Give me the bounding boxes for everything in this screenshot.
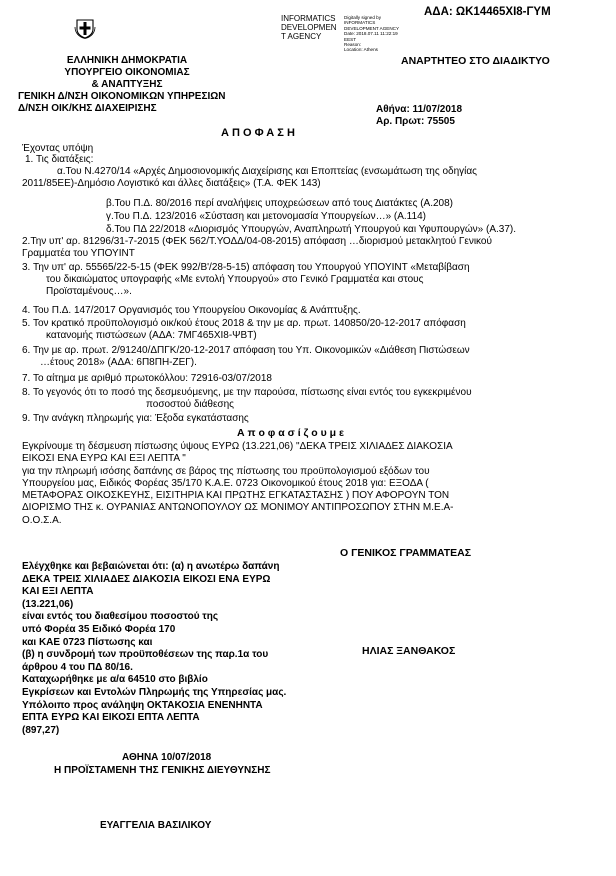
signatory-name: ΗΛΙΑΣ ΞΑΝΘΑΚΟΣ [362, 645, 456, 657]
issuing-department [18, 91, 225, 115]
authority-line: ΕΛΛΗΝΙΚΗ ΔΗΜΟΚΡΑΤΙΑ [66, 55, 188, 66]
verification-block: Ελέγχθηκε και βεβαιώνεται ότι: (α) η ανωτέρω δαπάνη ΔΕΚΑ ΤΡΕΙΣ ΧΙΛΙΑΔΕΣ ΔΙΑΚΟΣΙΑ ΕΙΚΟΣΙ ΕΝΑ ΕΥΡΩ ΚΑΙ ΕΞΙ ΛΕΠΤΑ (13.221,06) είναι εντός του διαθεσίμου ποσοστού της υπό Φορέα 35 Ειδικό Φορέα 170 και ΚΑΕ 0723 Πίστωσης και (β) η συνδρομή των προϋποθέσεων της παρ.1α του άρθρου 4 του ΠΔ 80/16. Καταχωρήθηκε με α/α 64510 στο βιβλίο Εγκρίσεων και Εντολών Πληρωμής της Υπηρεσίας μας. Υπόλοιπο προς ανάληψη ΟΚΤΑΚΟΣΙΑ ΕΝΕΝΗΝΤΑ ΕΠΤΑ ΕΥΡΩ ΚΑΙ ΕΙΚΟΣΙ ΕΠΤΑ ΛΕΠΤΑ (897,27) [22, 561, 287, 736]
authority-line: ΓΕΝΙΚΗ Δ/ΝΣΗ ΟΙΚΟΝΟΜΙΚΩΝ ΥΠΗΡΕΣΙΩΝ [18, 91, 226, 102]
signer-line: T AGENCY [281, 32, 322, 41]
item-6: 6. Την με αρ. πρωτ. 2/91240/ΔΠΓΚ/20-12-2017 απόφαση του Υπ. Οικονομικών «Διάθεση Πιστώσεων …έτους 2018» (ΑΔΑ: 6Π8ΠΗ-ΖΕΓ). [22, 345, 470, 368]
provision-d: δ.Του ΠΔ 22/2018 «Διορισμός Υπουργών, Αναπληρωτή Υπουργού και Υφυπουργών» (Α.37). [106, 224, 516, 235]
document-date: Αθήνα: 11/07/2018 [376, 104, 463, 115]
item-4: 4. Του Π.Δ. 147/2017 Οργανισμός του Υπουργείου Οικονομίας & Ανάπτυξης. [22, 305, 361, 316]
item-2: 2.Την υπ' αρ. 81296/31-7-2015 (ΦΕΚ 562/Τ.ΥΟΔΔ/04-08-2015) απόφαση …διορισμού μετακλητού Γενικού Γραμματέα του ΥΠΟΥΙΝΤ [22, 236, 492, 259]
decide-heading: Α π ο φ α σ ί ζ ο υ μ ε [237, 427, 344, 439]
signer-line: DEVELOPMEN [281, 23, 337, 32]
coat-of-arms-icon [74, 17, 96, 39]
authority-line: ΥΠΟΥΡΓΕΙΟ ΟΙΚΟΝΟΜΙΑΣ [64, 67, 190, 78]
ada-code: ΑΔΑ: ΩΚ14465ΧΙ8-ΓΥΜ [424, 6, 551, 18]
authority-line: & ΑΝΑΠΤΥΞΗΣ [91, 79, 163, 90]
provision-c: γ.Του Π.Δ. 123/2016 «Σύσταση και μετονομασία Υπουργείων…» (Α.114) [106, 211, 426, 222]
item-9: 9. Την ανάγκη πληρωμής για: Έξοδα εγκατάστασης [22, 413, 249, 424]
director-title: Η ΠΡΟΪΣΤΑΜΕΝΗ ΤΗΣ ΓΕΝΙΚΗΣ ΔΙΕΥΘΥΝΣΗΣ [54, 765, 271, 776]
provision-b: β.Του Π.Δ. 80/2016 περί αναλήψεις υποχρεώσεων από τους Διατάκτες (Α.208) [106, 198, 454, 209]
place-date: ΑΘΗΝΑ 10/07/2018 [122, 752, 212, 763]
item-7: 7. Το αίτημα με αριθμό πρωτοκόλλου: 72916-03/07/2018 [22, 373, 272, 384]
item-8: 8. Το γεγονός ότι το ποσό της δεσμευόμενης, με την παρούσα, πίστωσης είναι εντός του εγκεκριμένου ποσοστού διάθεσης [22, 387, 472, 410]
authority-line: Δ/ΝΣΗ ΟΙΚ/ΚΗΣ ΔΙΑΧΕΙΡΙΣΗΣ [18, 103, 157, 114]
item-5: 5. Τον κρατικό προϋπολογισμό οικ/κού έτους 2018 & την με αρ. πρωτ. 140850/20-12-2017 απόφαση κατανομής πιστώσεων (ΑΔΑ: 7ΜΓ465ΧΙ8-ΨΒΤ) [22, 318, 466, 341]
director-name: ΕΥΑΓΓΕΛΙΑ ΒΑΣΙΛΙΚΟΥ [100, 820, 212, 831]
digital-signer [281, 14, 337, 41]
digital-signature-info: Digitally signed by INFORMATICS DEVELOPMENT AGENCY Date: 2018.07.11 11:22:19 EEST Reason: Location: Athens [344, 15, 400, 53]
item-3: 3. Την υπ' αρ. 55565/22-5-15 (ΦΕΚ 992/Β'/28-5-15) απόφαση του Υπουργού ΥΠΟΥΙΝΤ «Μεταβίβαση του δικαιώματος υπογραφής «Με εντολή Υπουργού» στο Γενικό Γραμματέα και στους Προϊσταμένους…». [22, 262, 470, 297]
provisions-heading: 1. Τις διατάξεις: [25, 154, 94, 165]
signatory-title: Ο ΓΕΝΙΚΟΣ ΓΡΑΜΜΑΤΕΑΣ [340, 547, 472, 559]
provision-a: α.Του Ν.4270/14 «Αρχές Δημοσιονομικής Διαχείρισης και Εποπτείας (ενσωμάτωση της οδηγίας 2011/85ΕΕ)-Δημόσιο Λογιστικό και άλλες διατάξεις» (Τ.Α. ΦΕΚ 143) [22, 166, 477, 189]
issuing-authority [18, 55, 236, 91]
decision-text: Εγκρίνουμε τη δέσμευση πίστωσης ύψους ΕΥΡΩ (13.221,06) "ΔΕΚΑ ΤΡΕΙΣ ΧΙΛΙΑΔΕΣ ΔΙΑΚΟΣΙΑ ΕΙΚΟΣΙ ΕΝΑ ΕΥΡΩ ΚΑΙ ΕΞΙ ΛΕΠΤΑ " για την πληρωμή ισόσης δαπάνης σε βάρος της πίστωσης του προϋπολογισμού εξόδων του Υπουργείου μας, Ειδικός Φορέας 35/170 Κ.Α.Ε. 0723 Οικονομικού έτους 2018 για: ΕΞΟΔΑ ( ΜΕΤΑΦΟΡΑΣ ΟΙΚΟΣΚΕΥΗΣ, ΕΙΣΙΤΗΡΙΑ ΚΑΙ ΠΡΩΤΗΣ ΕΓΚΑΤΑΣΤΑΣΗΣ ) ΠΟΥ ΑΦΟΡΟΥΝ ΤΟΝ ΔΙΟΡΙΣΜΟ ΤΗΣ κ. ΟΥΡΑΝΙΑΣ ΑΝΤΩΝΟΠΟΥΛΟΥ ΩΣ ΜΟΝΙΜΟΥ ΑΝΤΙΠΡΟΣΩΠΟΥ ΣΤΗΝ Μ.Ε.Α- Ο.Ο.Σ.Α. [22, 441, 454, 526]
posting-note: ΑΝΑΡΤΗΤΕΟ ΣΤΟ ΔΙΑΔΙΚΤΥΟ [401, 55, 550, 67]
protocol-number: Αρ. Πρωτ: 75505 [376, 116, 455, 127]
signer-line: INFORMATICS [281, 14, 336, 23]
document-title: Α Π Ο Φ Α Σ Η [221, 127, 295, 139]
intro-text: Έχοντας υπόψη [22, 143, 94, 154]
